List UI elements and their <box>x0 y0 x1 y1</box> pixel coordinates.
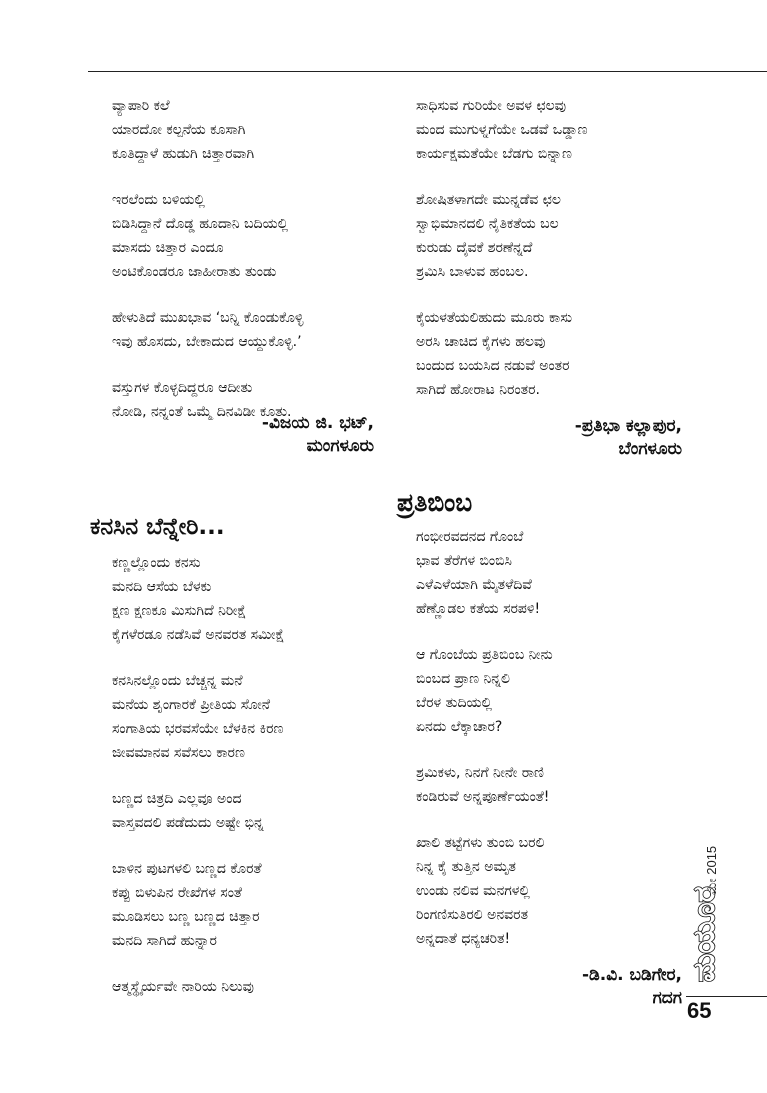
poem-sadhisuva <box>416 94 686 402</box>
poem-vyapari-kale <box>112 94 382 424</box>
poem-line: ಅಂಟಿಕೊಂಡರೂ ಜಾಹೀರಾತು ತುಂಡು <box>112 264 277 280</box>
poem-line: ಗಂಭೀರವದನದ ಗೊಂಬೆ <box>416 529 524 545</box>
poem3-author: -ಪ್ರತಿಭಾ ಕಲ್ಲಾಪುರ, <box>574 416 682 436</box>
poem-line: ಸಾಗಿದೆ ಹೋರಾಟ ನಿರಂತರ. <box>416 382 540 398</box>
poem-line: ಕನಸಿನಲ್ಲೊಂದು ಬೆಚ್ಚನ್ನ ಮನೆ <box>112 673 243 689</box>
poem-line: ಸಂಗಾತಿಯ ಭರವಸೆಯೇ ಬೆಳಕಿನ ಕಿರಣ <box>112 721 284 737</box>
poem-line: ಕಪ್ಪು ಬಿಳುಪಿನ ರೇಖೆಗಳ ಸಂತೆ <box>112 885 242 901</box>
footer-rule <box>686 996 767 997</box>
poem3-byline <box>416 415 682 461</box>
poem-line: ಬಿಡಿಸಿದ್ದಾನೆ ದೊಡ್ಡ ಹೂದಾನಿ ಬದಿಯಲ್ಲಿ <box>112 216 289 232</box>
poem-line: ಮಾಸದು ಚಿತ್ತಾರ ಎಂದೂ <box>112 240 224 256</box>
stanza-gap <box>112 166 382 188</box>
poem1-place: ಮಂಗಳೂರು <box>306 436 374 456</box>
poem-line: ಮಂದ ಮುಗುಳ್ನಗೆಯೇ ಒಡವೆ ಒಡ್ಡಾಣ <box>416 122 588 138</box>
poem4-author: -ಡಿ.ವಿ. ಬಡಿಗೇರ, <box>581 965 682 985</box>
poem-line: ಕಾರ್ಯಕ್ಷಮತೆಯೇ ಬೆಡಗು ಬಿನ್ನಾಣ <box>416 146 572 162</box>
masthead-logo: ಮಯೂರ <box>687 886 722 982</box>
poem1-byline <box>112 412 374 458</box>
poem-line: ಕೈಗಳೆರಡೂ ನಡೆಸಿವೆ ಅನವರತ ಸಮೀಕ್ಷೆ <box>112 627 285 643</box>
top-rule <box>88 71 767 72</box>
poem4-place: ಗದಗ <box>652 988 682 1008</box>
poem-line: ಆ ಗೊಂಬೆಯ ಪ್ರತಿಬಿಂಬ ನೀನು <box>416 647 553 663</box>
poem1-author: -ವಿಜಯ ಜಿ. ಭಟ್, <box>261 413 374 433</box>
poem-line: ವಸ್ತುಗಳ ಕೊಳ್ಳದಿದ್ದರೂ ಆದೀತು <box>112 380 253 396</box>
poem-line: ಕೈಯಳತೆಯಲಿಹುದು ಮೂರು ಕಾಸು <box>416 310 573 326</box>
poem-line: ಸಾಧಿಸುವ ಗುರಿಯೇ ಅವಳ ಛಲವು <box>416 98 567 114</box>
poem-line: ಮನದಿ ಆಸೆಯ ಬೆಳಕು <box>112 579 212 595</box>
stanza-gap <box>112 953 382 975</box>
poem-line: ಬೆರಳ ತುದಿಯಲ್ಲಿ <box>416 695 493 711</box>
stanza-gap <box>416 166 686 188</box>
poem-line: ಖಾಲಿ ತಟ್ಟೆಗಳು ತುಂಬಿ ಬರಲಿ <box>416 835 545 851</box>
poem-line: ಶೋಷಿತಳಾಗದೇ ಮುನ್ನಡೆವ ಛಲ <box>416 192 561 208</box>
poem-line: ಕಂಡಿರುವೆ ಅನ್ನಪೂರ್ಣೆಯಂತೆ! <box>416 789 550 805</box>
poem-line: ಕೂತಿದ್ದಾಳೆ ಹುಡುಗಿ ಚಿತ್ತಾರವಾಗಿ <box>112 146 255 162</box>
poem-line: ಮೂಡಿಸಲು ಬಣ್ಣ ಬಣ್ಣದ ಚಿತ್ತಾರ <box>112 909 260 925</box>
stanza-gap <box>416 621 686 643</box>
poem-line: ಸ್ವಾಭಿಮಾನದಲಿ ನೈತಿಕತೆಯ ಬಲ <box>416 216 559 232</box>
poem-line: ಬಣ್ಣದ ಚಿತ್ರದಿ ಎಲ್ಲವೂ ಅಂದ <box>112 791 242 807</box>
poem-line: ಬಂದುದ ಬಯಸಿದ ನಡುವೆ ಅಂತರ <box>416 358 570 374</box>
poem2-title: ಕನಸಿನ ಬೆನ್ನೇರಿ... <box>90 514 225 540</box>
poem-line: ಜೀವಮಾನವ ಸವೆಸಲು ಕಾರಣ <box>112 745 245 761</box>
poem-line: ಅರಸಿ ಚಾಚಿದ ಕೈಗಳು ಹಲವು <box>416 334 546 350</box>
masthead <box>680 800 732 985</box>
stanza-gap <box>112 647 382 669</box>
stanza-gap <box>112 765 382 787</box>
poem-line: ಕ್ಷಣ ಕ್ಷಣಕೂ ಮಿಸುಗಿದೆ ನಿರೀಕ್ಷೆ <box>112 603 247 619</box>
poem-line: ಯಾರದೋ ಕಲ್ಪನೆಯ ಕೂಸಾಗಿ <box>112 122 246 138</box>
poem-line: ಬಿಂಬದ ಪ್ರಾಣ ನಿನ್ನಲಿ <box>416 671 510 687</box>
poem-line: ಏನದು ಲೆಕ್ಕಾಚಾರ? <box>416 719 503 735</box>
poem-pratibimba <box>416 525 686 951</box>
poem-line: ಬಾಳಿನ ಪುಟಗಳಲಿ ಬಣ್ಣದ ಕೊರತೆ <box>112 861 262 877</box>
poem-line: ಹೇಳುತಿದೆ ಮುಖಭಾವ ‘ಬನ್ನಿ ಕೊಂಡುಕೊಳ್ಳಿ <box>112 310 304 326</box>
poem-line: ಎಳೆಎಳೆಯಾಗಿ ಮೈತಳೆದಿವೆ <box>416 577 532 593</box>
poem-line: ರಿಂಗಣಿಸುತಿರಲಿ ಅನವರತ <box>416 907 528 923</box>
poem-line: ಅನ್ನದಾತೆ ಧನ್ಯಚರಿತ! <box>416 931 511 947</box>
stanza-gap <box>416 739 686 761</box>
poem-line: ಶ್ರಮಿಕಳು, ನಿನಗೆ ನೀನೇ ರಾಣಿ <box>416 765 544 781</box>
poem-line: ಉಂಡು ನಲಿವ ಮನಗಳಲ್ಲಿ <box>416 883 530 899</box>
poem-line: ಶ್ರಮಿಸಿ ಬಾಳುವ ಹಂಬಲ. <box>416 264 529 280</box>
page-number: 65 <box>687 998 712 1023</box>
masthead-issue: ಮೇ 2015 <box>704 845 719 895</box>
poem-line: ನೋಡಿ, ನನ್ನಂತೆ ಒಮ್ಮೆ ದಿನವಿಡೀ ಕೂತು. <box>112 404 292 420</box>
poem3-place: ಬೆಂಗಳೂರು <box>618 439 682 459</box>
stanza-gap <box>112 354 382 376</box>
stanza-gap <box>416 284 686 306</box>
poem-line: ಕುರುಡು ದೈವಕೆ ಶರಣೆನ್ನದೆ <box>416 240 533 256</box>
poem-kanasina-benneri <box>112 551 382 999</box>
poem-line: ವಾಸ್ತವದಲಿ ಪಡೆದುದು ಅಷ್ಟೇ ಭಿನ್ನ <box>112 815 264 831</box>
poem-line: ಭಾವ ತೆರೆಗಳ ಬಿಂಬಿಸಿ <box>416 553 512 569</box>
stanza-gap <box>112 835 382 857</box>
poem4-title: ಪ್ರತಿಬಿಂಬ <box>397 488 473 517</box>
poem-line: ಇರಲೆಂದು ಬಳಿಯಲ್ಲಿ <box>112 192 205 208</box>
stanza-gap <box>416 809 686 831</box>
poem-line: ಮನೆಯ ಶೃಂಗಾರಕೆ ಪ್ರೀತಿಯ ಸೋನೆ <box>112 697 271 713</box>
poem-line: ಇವು ಹೊಸದು, ಬೇಕಾದುದ ಆಯ್ದುಕೊಳ್ಳಿ.’ <box>112 334 302 350</box>
stanza-gap <box>112 284 382 306</box>
poem-line: ವ್ಯಾಪಾರಿ ಕಲೆ <box>112 98 170 114</box>
poem-line: ಹೆಣ್ಣೊಡಲ ಕತೆಯ ಸರಪಳಿ! <box>416 601 541 617</box>
poem-line: ನಿನ್ನ ಕೈ ತುತ್ತಿನ ಅಮೃತ <box>416 859 516 875</box>
poem-line: ಮನದಿ ಸಾಗಿದೆ ಹುನ್ನಾರ <box>112 933 217 949</box>
poem-line: ಕಣ್ಣಲ್ಲೊಂದು ಕನಸು <box>112 555 201 571</box>
poem-line: ಆತ್ಮಸ್ಥೈರ್ಯವೇ ನಾರಿಯ ನಿಲುವು <box>112 979 254 995</box>
poem4-byline <box>416 964 682 1010</box>
